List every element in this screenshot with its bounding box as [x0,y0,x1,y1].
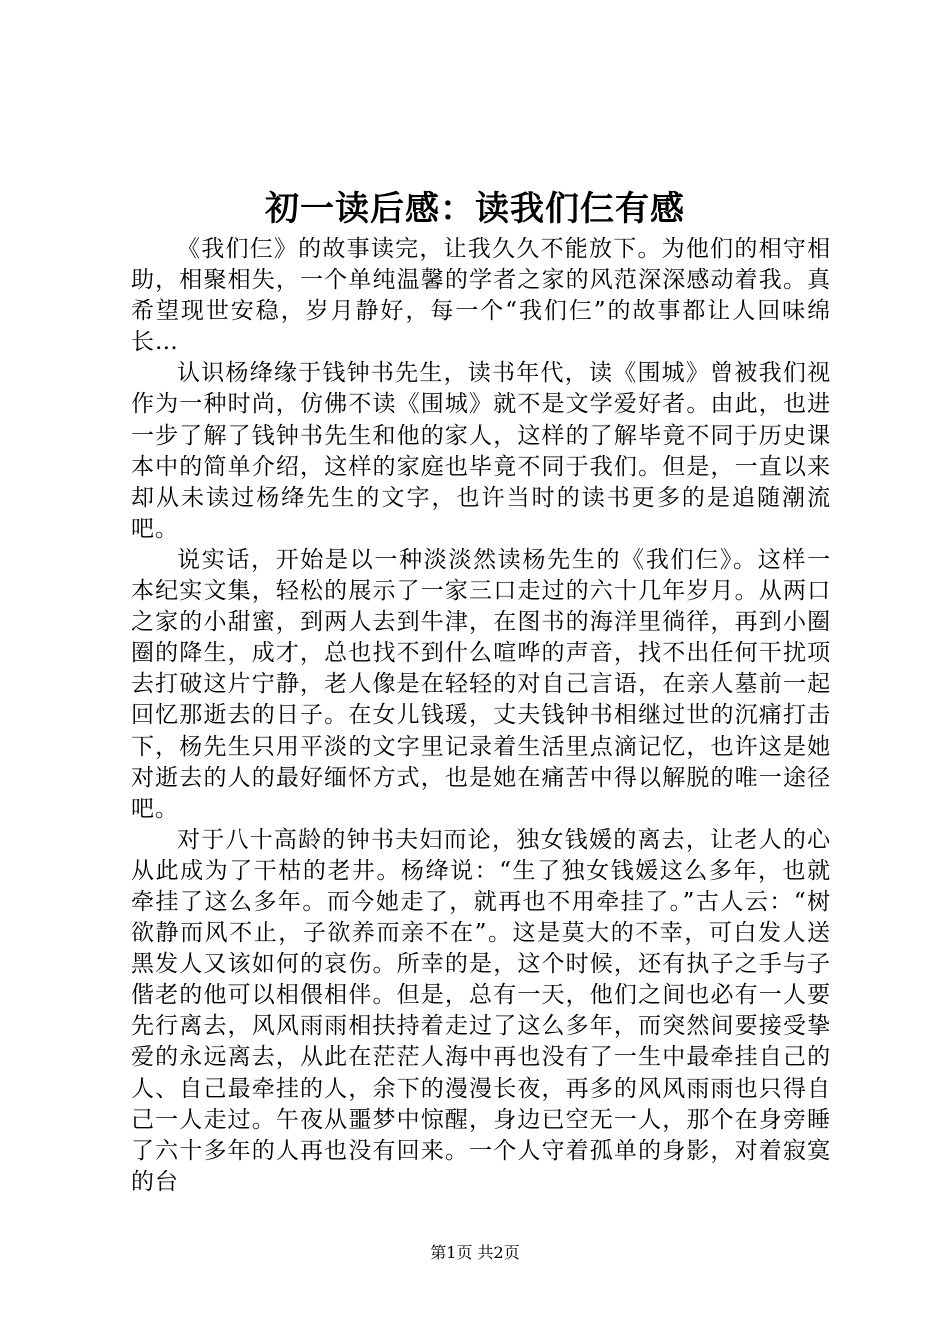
document-title: 初一读后感：读我们仨有感 [265,189,685,229]
paragraph-1: 《我们仨》的故事读完，让我久久不能放下。为他们的相守相助，相聚相失，一个单纯温馨的学者之家的风范深深感动着我。真希望现世安稳，岁月静好，每一个“我们仨”的故事都让人回味绵长… [131,236,831,356]
paragraph-2: 认识杨绛缘于钱钟书先生，读书年代，读《围城》曾被我们视作为一种时尚，仿佛不读《围城》就不是文学爱好者。由此，也进一步了解了钱钟书先生和他的家人，这样的了解毕竟不同于历史课本中的简单介绍，这样的家庭也毕竟不同于我们。但是，一直以来却从未读过杨绛先生的文字，也许当时的读书更多的是追随潮流吧。 [131,360,831,542]
paragraph-3: 说实话，开始是以一种淡淡然读杨先生的《我们仨》。这样一本纪实文集，轻松的展示了一家三口走过的六十几年岁月。从两口之家的小甜蜜，到两人去到牛津，在图书的海洋里徜徉，再到小圈圈的降生，成才，总也找不到什么喧哗的声音，找不出任何干扰项去打破这片宁静，老人像是在轻轻的对自己言语，在亲人墓前一起回忆那逝去的日子。在女儿钱瑗，丈夫钱钟书相继过世的沉痛打击下，杨先生只用平淡的文字里记录着生活里点滴记忆，也许这是她对逝去的人的最好缅怀方式，也是她在痛苦中得以解脱的唯一途径吧。 [131,546,831,822]
paragraph-4: 对于八十高龄的钟书夫妇而论，独女钱媛的离去，让老人的心从此成为了干枯的老井。杨绛说：“生了独女钱媛这么多年，也就牵挂了这么多年。而今她走了，就再也不用牵挂了。”古人云：“树欲静而风不止，子欲养而亲不在”。这是莫大的不幸，可白发人送黑发人又该如何的哀伤。所幸的是，这个时候，还有执子之手与子偕老的他可以相偎相伴。但是，总有一天，他们之间也必有一人要先行离去，风风雨雨相扶持着走过了这么多年，而突然间要接受挚爱的永远离去，从此在茫茫人海中再也没有了一生中最牵挂自己的人、自己最牵挂的人，余下的漫漫长夜，再多的风风雨雨也只得自己一人走过。午夜从噩梦中惊醒，身边已空无一人，那个在身旁睡了六十多年的人再也没有回来。一个人守着孤单的身影，对着寂寞的台 [131,826,831,1195]
document-body [131,234,831,1198]
page-number-footer: 第1页 共2页 [430,1243,520,1262]
